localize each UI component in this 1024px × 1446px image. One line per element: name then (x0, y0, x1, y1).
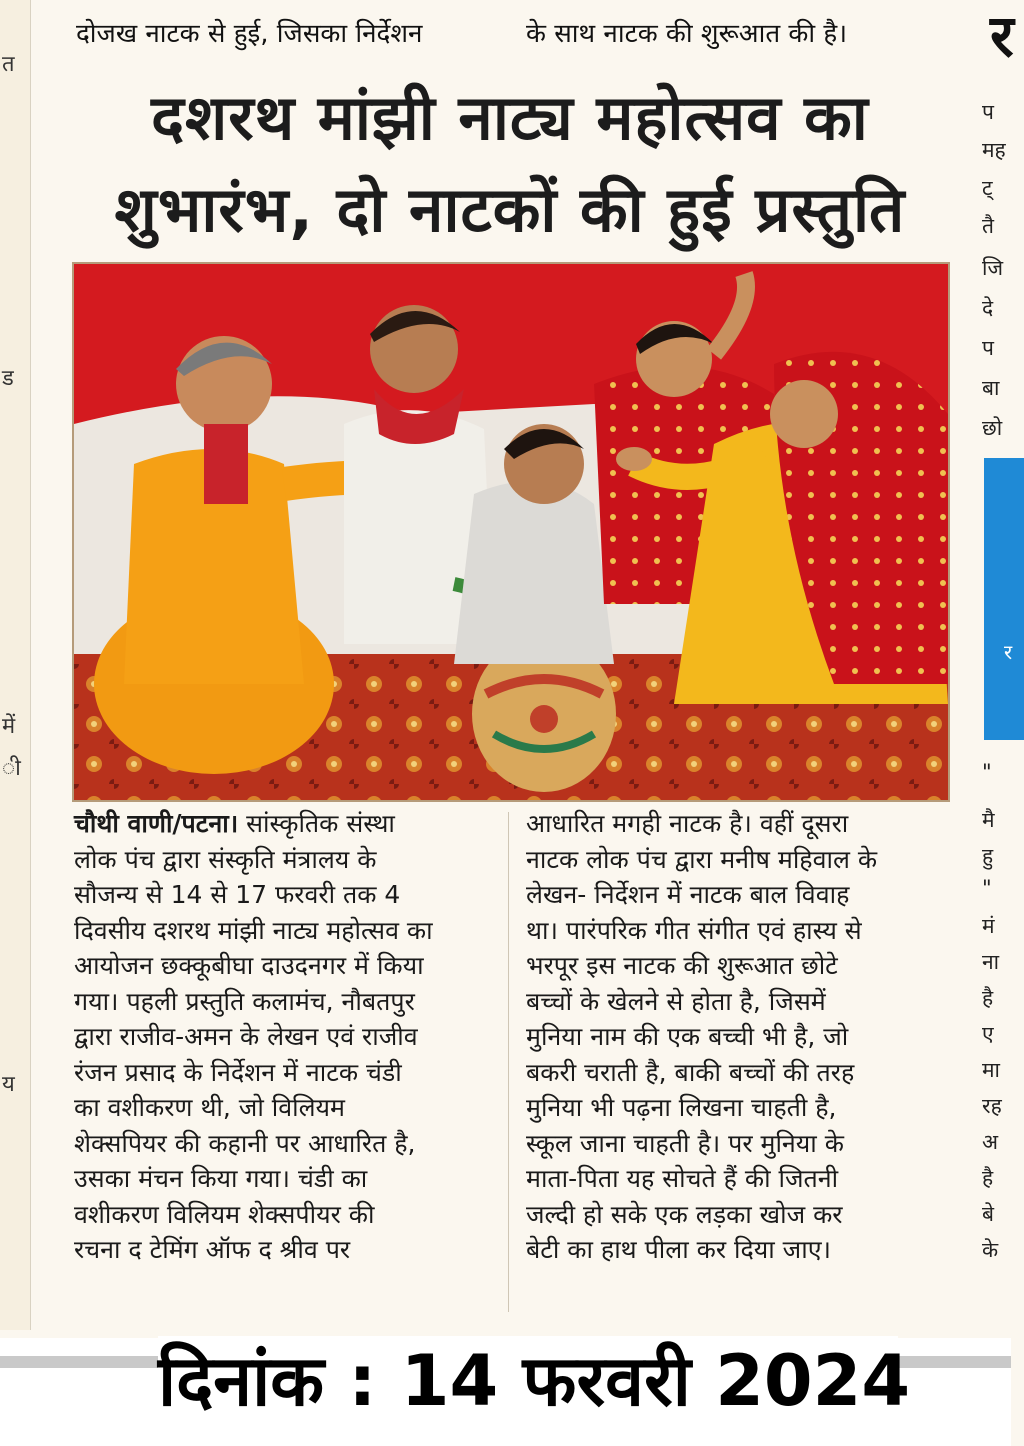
article-line: दिवसीय दशरथ मांझी नाट्य महोत्सव का (74, 915, 433, 945)
article-line: था। पारंपरिक गीत संगीत एवं हास्य से (526, 915, 862, 945)
headline-line-1: दशरथ मांझी नाट्य महोत्सव का (151, 81, 869, 154)
left-fragment: त (2, 52, 15, 77)
right-fragment: ए (982, 1022, 994, 1046)
article-line: स्कूल जाना चाहती है। पर मुनिया के (526, 1128, 844, 1158)
top-cut-text (70, 0, 940, 12)
right-adjacent-column (962, 0, 1014, 1330)
article-line: जल्दी हो सके एक लड़का खोज कर (526, 1199, 843, 1229)
right-fragment: प (982, 100, 994, 124)
left-fragment: में (2, 714, 16, 739)
headline-line-2: शुभारंभ, दो नाटकों की हुई प्रस्तुति (114, 173, 906, 246)
article-line: बेटी का हाथ पीला कर दिया जाए। (526, 1235, 832, 1264)
article-line: लेखन- निर्देशन में नाटक बाल विवाह (526, 880, 850, 909)
top-fragment-left: दोजख नाटक से हुई, जिसका निर्देशन (76, 19, 423, 49)
right-fragment: अ (982, 1130, 999, 1154)
top-fragment-right: के साथ नाटक की शुरूआत की है। (526, 19, 848, 49)
article-line: गया। पहली प्रस्तुति कलामंच, नौबतपुर (74, 986, 415, 1016)
article-line: लोक पंच द्वारा संस्कृति मंत्रालय के (74, 844, 377, 874)
blue-box-fragment: र (1004, 640, 1013, 664)
right-fragment: छो (982, 416, 1003, 440)
left-fragment: य (2, 1072, 15, 1097)
right-fragment: ना (982, 950, 1000, 974)
right-fragment: मं (982, 914, 995, 938)
right-fragment: है (982, 1166, 994, 1190)
right-fragment: बे (982, 1202, 994, 1226)
article-line: माता-पिता यह सोचते हैं की जितनी (526, 1164, 839, 1193)
right-fragment: प (982, 336, 994, 360)
right-fragment: मा (982, 1058, 1000, 1082)
article-line: रंजन प्रसाद के निर्देशन में नाटक चंडी (74, 1057, 402, 1087)
right-fragment: हु (982, 844, 994, 868)
article-line: भरपूर इस नाटक की शुरूआत छोटे (526, 951, 838, 980)
article-line: शेक्सपियर की कहानी पर आधारित है, (74, 1128, 416, 1158)
article-line: नाटक लोक पंच द्वारा मनीष महिवाल के (526, 844, 878, 874)
article-line: रचना द टेमिंग ऑफ द श्रीव पर (74, 1235, 351, 1264)
article-line: मुनिया नाम की एक बच्ची भी है, जो (526, 1022, 849, 1051)
article-line: आयोजन छक्कूबीघा दाउदनगर में किया (74, 951, 424, 980)
left-adjacent-column (0, 0, 31, 1330)
dateline: चौथी वाणी/पटना। (74, 809, 239, 838)
blue-info-box (984, 458, 1024, 740)
right-fragment: तै (982, 214, 994, 238)
article-line: आधारित मगही नाटक है। वहीं दूसरा (526, 809, 849, 838)
article-line: बकरी चराती है, बाकी बच्चों की तरह (526, 1057, 855, 1087)
article-line: सौजन्य से 14 से 17 फरवरी तक 4 (74, 880, 401, 909)
article-line (74, 806, 494, 842)
right-fragment: मह (982, 138, 1006, 162)
article-line: द्वारा राजीव-अमन के लेखन एवं राजीव (74, 1022, 418, 1051)
right-headline-fragment: र (990, 2, 1014, 70)
article-line: का वशीकरण थी, जो विलियम (74, 1093, 346, 1122)
right-fragment: ट् (982, 176, 993, 200)
right-fragment: बा (982, 376, 1000, 400)
right-fragment: दे (982, 296, 994, 320)
theatre-scene-illustration (74, 264, 948, 800)
article-line: मुनिया भी पढ़ना लिखना चाहती है, (526, 1093, 837, 1122)
right-fragment: के (982, 1238, 999, 1262)
column-divider (508, 812, 509, 1312)
article-photo (72, 262, 950, 802)
article-line: बच्चों के खेलने से होता है, जिसमें (526, 986, 826, 1016)
right-fragment: रह (982, 1094, 1002, 1118)
right-fragment: है (982, 986, 994, 1010)
article-column-1 (74, 806, 494, 1268)
right-fragment: " (982, 876, 992, 900)
right-fragment: जि (982, 256, 1004, 280)
right-fragment: " (982, 760, 992, 784)
article-line: उसका मंचन किया गया। चंडी का (74, 1164, 368, 1193)
right-fragment: मै (982, 808, 995, 832)
date-stamp: दिनांक : 14 फरवरी 2024 (158, 1336, 898, 1426)
article-line: वशीकरण विलियम शेक्सपीयर की (74, 1199, 375, 1229)
article-column-2 (526, 806, 946, 1268)
article-line-text: सांस्कृतिक संस्था (246, 809, 395, 838)
left-fragment: ड (2, 366, 14, 391)
left-fragment: ी (2, 756, 21, 781)
